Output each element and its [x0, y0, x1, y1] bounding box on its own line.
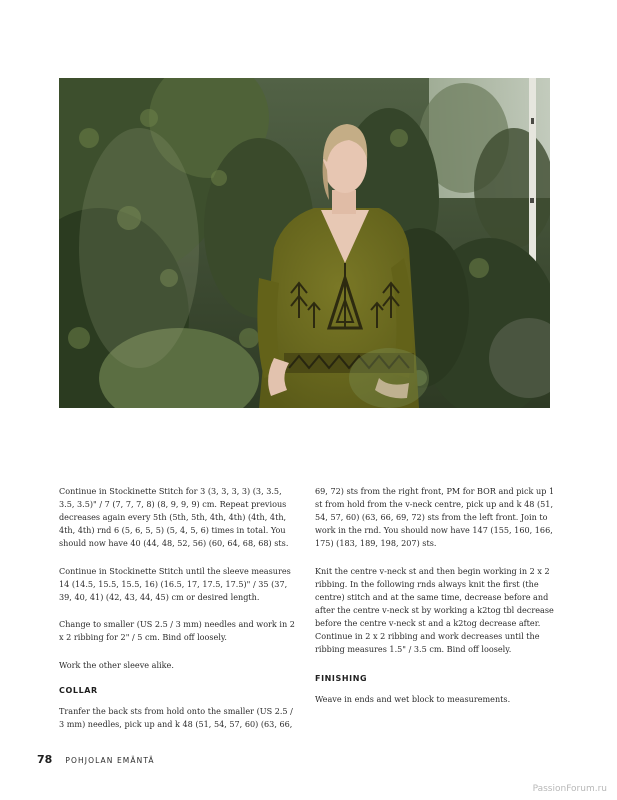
body-paragraph: Continue in Stockinette Stitch for 3 (3, 3, 3, 3) (3, 3.5, 3.5, 3.5)" / 7 (7, 7, 7, 8) (8, 9, 9, 9) cm. Repeat previous decreases again every 5th (5th, 5th, 4th, 4th) (4th, 4th, 4th, 4th) rnd 6 (5, 6, 5, 5) (5, 4, 5, 6) times in total. You should now have 40 (44, 48, 52, 56) (60, 64, 68, 68) sts. [59, 486, 289, 548]
body-paragraph: Knit the centre v-neck st and then begin working in 2 x 2 ribbing. In the following rnds always knit the first (the centre) stitch and at the same time, decrease before and after the centre v-neck st by working a k2tog tbl decrease before the centre v-neck st and a k2tog decrease after. Continue in 2 x 2 ribbing and work decreases until the ribbing measures 1.5" / 3.5 cm. Bind off loosely. [315, 565, 554, 654]
body-paragraph: Work the other sleeve alike. [59, 659, 174, 670]
magazine-name: POHJOLAN EMÄNTÄ [65, 756, 155, 765]
body-paragraph: Continue in Stockinette Stitch until the sleeve measures 14 (14.5, 15.5, 15.5, 16) (16.5, 17, 17.5, 17.5)" / 35 (37, 39, 40, 41) (42, 43, 44, 45) cm or desired length. [59, 565, 291, 602]
watermark: PassionForum.ru [532, 784, 607, 794]
body-paragraph: Weave in ends and wet block to measurements. [315, 693, 511, 704]
body-paragraph: 69, 72) sts from the right front, PM for BOR and pick up 1 st from hold from the v-neck centre, pick up and k 48 (51, 54, 57, 60) (63, 66, 69, 72) sts from the left front. Join to work in the rnd. You should now have 147 (155, 160, 166, 175) (183, 189, 198, 207) sts. [315, 486, 555, 548]
right-column [315, 485, 555, 720]
hero-photo [59, 78, 550, 408]
page-footer [37, 748, 155, 767]
body-paragraph: Change to smaller (US 2.5 / 3 mm) needles and work in 2 x 2 ribbing for 2" / 5 cm. Bind off loosely. [59, 619, 295, 642]
page-number: 78 [37, 753, 53, 766]
body-paragraph: Tranfer the back sts from hold onto the smaller (US 2.5 / 3 mm) needles, pick up and k 48 (51, 54, 57, 60) (63, 66, [59, 706, 293, 729]
left-column [59, 485, 299, 746]
collar-heading: COLLAR [59, 686, 98, 695]
finishing-heading: FINISHING [315, 673, 368, 683]
